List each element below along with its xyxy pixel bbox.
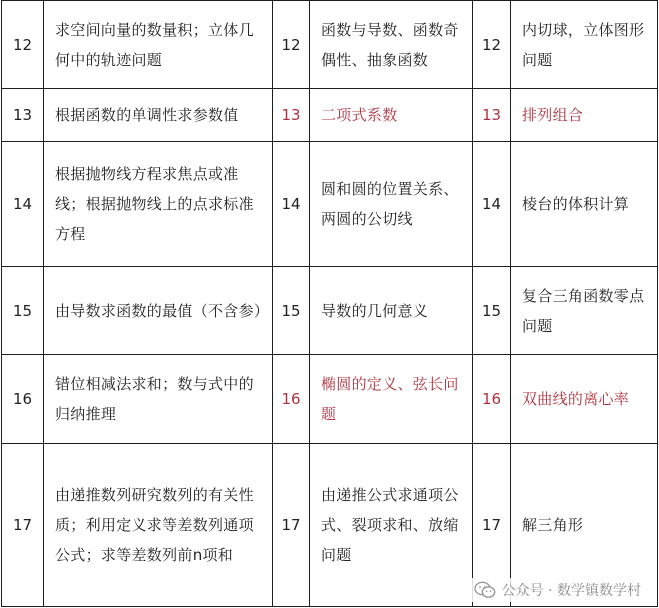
watermark	[470, 578, 647, 602]
row-number-col1: 16	[2, 355, 44, 444]
table-row	[2, 142, 658, 267]
row-number-col3: 16	[473, 355, 511, 444]
table-row	[2, 267, 658, 355]
topic-col2: 函数与导数、函数奇偶性、抽象函数	[310, 1, 473, 89]
topic-col2: 圆和圆的位置关系、两圆的公切线	[310, 142, 473, 267]
row-number-col2: 13	[273, 89, 310, 142]
table-row	[2, 355, 658, 444]
row-number-col3: 17	[473, 444, 511, 607]
row-number-col3: 12	[473, 1, 511, 89]
row-number-col2: 12	[273, 1, 310, 89]
topic-col3: 双曲线的离心率	[511, 355, 658, 444]
topic-col3: 复合三角函数零点问题	[511, 267, 658, 355]
topic-col1: 求空间向量的数量积；立体几何中的轨迹问题	[44, 1, 273, 89]
topic-col3: 棱台的体积计算	[511, 142, 658, 267]
topic-col3: 内切球，立体图形问题	[511, 1, 658, 89]
topic-col1: 由递推数列研究数列的有关性质；利用定义求等差数列通项公式；求等差数列前n项和	[44, 444, 273, 607]
table-row	[2, 89, 658, 142]
topic-col3: 解三角形	[511, 444, 658, 607]
topic-col2: 二项式系数	[310, 89, 473, 142]
row-number-col1: 17	[2, 444, 44, 607]
topic-col2: 导数的几何意义	[310, 267, 473, 355]
wechat-icon	[474, 581, 496, 599]
topic-col1: 根据抛物线方程求焦点或准线；根据抛物线上的点求标准方程	[44, 142, 273, 267]
row-number-col2: 14	[273, 142, 310, 267]
topic-col2: 椭圆的定义、弦长问题	[310, 355, 473, 444]
row-number-col2: 16	[273, 355, 310, 444]
topic-col1: 由导数求函数的最值（不含参）	[44, 267, 273, 355]
row-number-col1: 12	[2, 1, 44, 89]
row-number-col1: 14	[2, 142, 44, 267]
topic-col2: 由递推公式求通项公式、裂项求和、放缩问题	[310, 444, 473, 607]
row-number-col1: 15	[2, 267, 44, 355]
row-number-col2: 17	[273, 444, 310, 607]
watermark-text: 公众号 · 数学镇数学村	[501, 583, 641, 599]
row-number-col3: 14	[473, 142, 511, 267]
table-row	[2, 1, 658, 89]
topic-col1: 根据函数的单调性求参数值	[44, 89, 273, 142]
topic-col3: 排列组合	[511, 89, 658, 142]
row-number-col2: 15	[273, 267, 310, 355]
topic-table	[1, 0, 658, 607]
row-number-col3: 15	[473, 267, 511, 355]
row-number-col3: 13	[473, 89, 511, 142]
topic-col1: 错位相减法求和；数与式中的归纳推理	[44, 355, 273, 444]
row-number-col1: 13	[2, 89, 44, 142]
